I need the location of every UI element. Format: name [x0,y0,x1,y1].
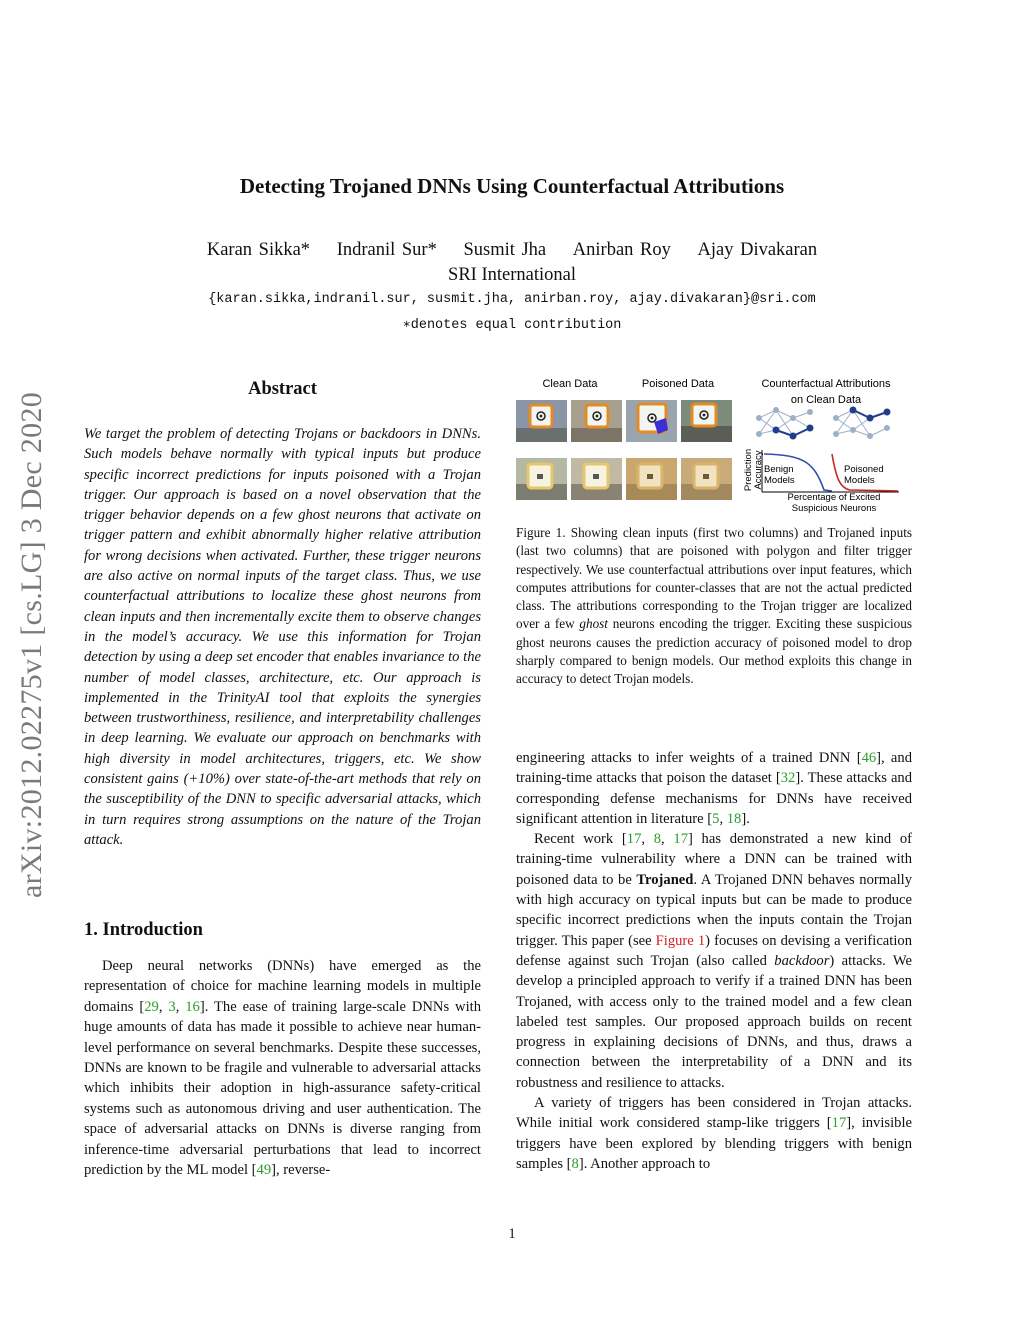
introduction-text [84,956,481,1180]
citation-link[interactable]: 8 [653,831,662,848]
poisoned-image-thumbnail [626,400,677,442]
figure-1 [514,378,912,518]
citation-link[interactable]: 17 [626,831,642,848]
network-diagram-poisoned [836,410,887,436]
poisoned-image-thumbnail [681,458,732,500]
clean-image-thumbnail [571,400,622,442]
figure-col-label-clean: Clean Data [542,378,598,390]
equal-contribution-note: ∗denotes equal contribution [402,318,622,333]
poisoned-image-thumbnail [681,400,732,442]
clean-image-thumbnail [516,458,567,500]
citation-link[interactable]: 32 [780,770,796,787]
affiliation: SRI International [448,265,576,285]
author: Karan Sikka* [206,240,311,260]
figure-col-label-counterfactual-2: on Clean Data [790,394,862,406]
citation-link[interactable]: 29 [144,998,159,1015]
figure-col-label-poisoned: Poisoned Data [641,378,715,390]
legend-benign-models: Benign Models [764,464,795,486]
citation-link[interactable]: 8 [571,1155,579,1172]
author: Anirban Roy [572,240,671,260]
paragraph: A variety of triggers has been considered in Trojan attacks. While initial work considered stamp-like triggers [17], invisible triggers have been explored by blending triggers with benign samples [8]. Another approach to [516,1095,912,1172]
figure-col-label-counterfactual: Counterfactual Attributions [761,378,891,390]
page-number: 1 [508,1226,516,1242]
poisoned-image-thumbnail [626,458,677,500]
paragraph: Recent work [17, 8, 17] has demonstrated a new kind of training-time vulnerability where a DNN can be trained with poisoned data to be Trojaned. A Trojaned DNN behaves normally with high accuracy on typical inputs but can be made to produce specific incorrect predictions when the inputs contain the Trojan trigger. This paper (see Figure 1) focuses on devising a verification defense against such Trojan (also called backdoor) attacks. We develop a principled approach to verify if a trained DNN has been Trojaned, with access only to the trained model and a few clean labeled test samples. Our proposed approach builds on recent progress in explaining decisions of DNNs, and thus, draws a connection between the interpretability of a DNN and its robustness and resilience to attacks. [516,831,913,1091]
figure-reference-link[interactable]: Figure 1 [655,932,706,949]
citation-link[interactable]: 46 [861,750,877,766]
paragraph: Deep neural networks (DNNs) have emerged as the representation of choice for machine learning models in multiple domains [29, 3, 16]. The ease of training large-scale DNNs with huge amounts of data has made it possible to achieve near human-level performance on several benchmarks. Despite these successes, DNNs are known to be fragile and vulnerable to adversarial attacks which inhibits their adoption in high-assurance safety-critical systems such as autonomous driving and user authentication. The space of adversarial attacks on DNNs is diverse ranging from inference-time adversarial perturbations that lead to incorrect prediction by the ML model [49], reverse- [84,958,481,1179]
citation-link[interactable]: 5 [712,810,720,827]
introduction-text-continued [516,748,912,1174]
figure-1-caption: Figure 1. Showing clean inputs (first two columns) and Trojaned inputs (last two columns) that are poisoned with polygon and filter trigger respectively. We use counterfactual attributions over input features, which computes attributions for counter-classes that are not the actual predicted class. The attributions corresponding to the Trojan trigger are localized over a few ghost neurons encoding the trigger. Exciting these suspicious ghost neurons causes the prediction accuracy of poisoned model to drop sharply compared to benign models. Our method exploits this change in accuracy to detect Trojan models. [516,525,912,687]
author: Susmit Jha [463,240,547,260]
author: Ajay Divakaran [697,240,818,260]
figure-y-axis-label: Prediction Accuracy [743,448,764,492]
figure-x-axis-label: Percentage of Excited Suspicious Neurons [787,492,881,514]
citation-link[interactable]: 49 [256,1162,272,1179]
abstract-text: We target the problem of detecting Trojans or backdoors in DNNs. Such models behave normally with typical inputs but produce specific incorrect predictions for inputs poisoned with a Trojan trigger. Our approach is based on a novel observation that the trigger behavior depends on a few ghost neurons that activate on trigger pattern and exhibit abnormally higher relative attribution for wrong decisions when activated. Further, these trigger neurons are also active on normal inputs of the target class. Thus, we use counterfactual attributions to localize these ghost neurons from clean inputs and then incrementally excite them to observe changes in the model’s accuracy. We use this information for Trojan detection by using a deep set encoder that enables invariance to the number of model classes, architecture, etc. Our approach is implemented in the TrinityAI tool that exploits the synergies between trustworthiness, resilience, and interpretability challenges in deep learning. We evaluate our approach on benchmarks with high diversity in model architectures, triggers, etc. We show consistent gains (+10%) over state-of-the-art methods that rely on the susceptibility of the DNN to specific adversarial attacks, which in turn requires strong assumptions on the nature of the Trojan attack. [84,426,481,848]
network-diagram-benign [759,410,810,436]
citation-link[interactable]: 17 [673,831,688,848]
paragraph: engineering attacks to infer weights of a trained DNN [46], and training-time attacks that poison the dataset [32]. These attacks and corresponding defense mechanisms for DNNs have received significant attention in literature [5, 18]. [516,750,913,827]
author-emails: {karan.sikka,indranil.sur, susmit.jha, anirban.roy, ajay.divakaran}@sri.com [208,292,816,307]
author-list [0,240,1024,261]
citation-link[interactable]: 16 [185,998,200,1015]
clean-image-thumbnail [571,458,622,500]
author: Indranil Sur* [336,240,437,260]
arxiv-stamp [4,360,60,930]
clean-image-thumbnail [516,400,567,442]
paper-title: Detecting Trojaned DNNs Using Counterfactual Attributions [239,174,785,198]
section-heading-introduction: 1. Introduction [84,920,203,940]
legend-poisoned-models: Poisoned Models [844,464,884,486]
abstract-heading: Abstract [248,379,317,399]
citation-link[interactable]: 17 [831,1115,847,1132]
arxiv-stamp-text: arXiv:2012.02275v1 [cs.LG] 3 Dec 2020 [15,392,48,898]
citation-link[interactable]: 3 [168,998,176,1015]
citation-link[interactable]: 18 [726,810,742,827]
